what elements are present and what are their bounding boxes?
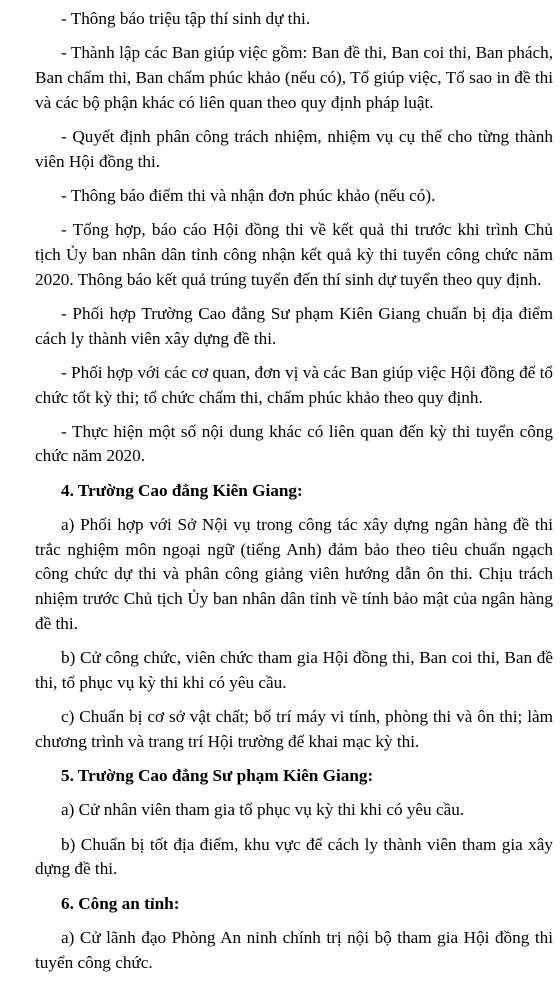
- paragraph-notify-scores: - Thông báo điểm thi và nhận đơn phúc khảo (nếu có).: [61, 185, 436, 205]
- paragraph-notify-candidates: - Thông báo triệu tập thí sinh dự thi.: [61, 9, 311, 28]
- paragraph-other-tasks: - Thực hiện một số nội dung khác có liên quan đến kỳ thi tuyển công chức năm 2020.: [35, 421, 553, 466]
- paragraph-5a: a) Cử nhân viên tham gia tổ phục vụ kỳ thi khi có yêu cầu.: [61, 800, 465, 820]
- paragraph-coordinate-isolation: - Phối hợp Trường Cao đẳng Sư phạm Kiên Giang chuẩn bị địa điểm cách ly thành viên xây dựng đề thi.: [35, 303, 553, 348]
- section-heading-6: 6. Công an tỉnh:: [61, 893, 180, 913]
- section-heading-5: 5. Trường Cao đẳng Sư phạm Kiên Giang:: [61, 766, 374, 785]
- paragraph-establish-boards: - Thành lập các Ban giúp việc gồm: Ban đề thi, Ban coi thi, Ban phách, Ban chấm thi, Ban chấm phúc khảo (nếu có), Tổ giúp việc, Tổ sao in đề thi và các bộ phận khác có liên quan theo quy định pháp luật.: [35, 43, 553, 112]
- document-body: [35, 7, 553, 985]
- section-heading-4: 4. Trường Cao đẳng Kiên Giang:: [61, 480, 303, 500]
- paragraph-4a: a) Phối hợp với Sở Nội vụ trong công tác xây dựng ngân hàng đề thi trắc nghiệm môn ngoại ngữ (tiếng Anh) đảm bảo theo tiêu chuẩn ngạch công chức dự thi và phân công giảng viên hướng dẫn ôn thi. Chịu trách nhiệm trước Chủ tịch Ủy ban nhân dân tỉnh về tính bảo mật của ngân hàng đề thi.: [35, 515, 553, 633]
- paragraph-coordinate-agencies: - Phối hợp với các cơ quan, đơn vị và các Ban giúp việc Hội đồng để tổ chức tốt kỳ thi; tổ chức chấm thi, chấm phúc khảo theo quy định.: [35, 362, 553, 407]
- paragraph-4c: c) Chuẩn bị cơ sở vật chất; bố trí máy vi tính, phòng thi và ôn thi; làm chương trình và trang trí Hội trường để khai mạc kỳ thi.: [35, 707, 553, 751]
- paragraph-assign-duties: - Quyết định phân công trách nhiệm, nhiệm vụ cụ thể cho từng thành viên Hội đồng thi.: [35, 126, 553, 171]
- paragraph-report-results: - Tổng hợp, báo cáo Hội đồng thi về kết quả thi trước khi trình Chủ tịch Ủy ban nhân dân tỉnh công nhận kết quả kỳ thi tuyển công chức năm 2020. Thông báo kết quả trúng tuyển đến thí sinh dự tuyển theo quy định.: [35, 220, 553, 289]
- paragraph-5b: b) Chuẩn bị tốt địa điểm, khu vực để cách ly thành viên tham gia xây dựng đề thi.: [35, 834, 553, 879]
- paragraph-6a: a) Cử lãnh đạo Phòng An ninh chính trị nội bộ tham gia Hội đồng thi tuyển công chức.: [35, 928, 553, 972]
- paragraph-4b: b) Cử công chức, viên chức tham gia Hội đồng thi, Ban coi thi, Ban đề thi, tổ phục vụ kỳ thi khi có yêu cầu.: [35, 648, 553, 692]
